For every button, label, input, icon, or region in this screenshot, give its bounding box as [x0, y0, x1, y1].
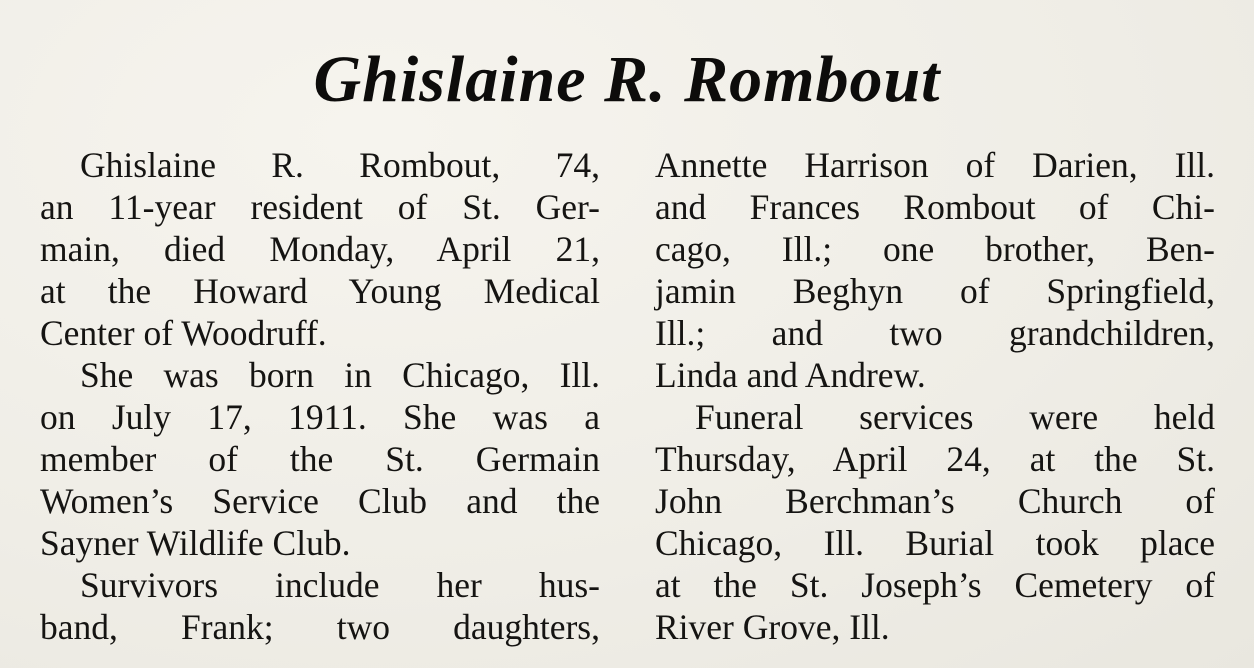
text-line: main, died Monday, April 21,	[40, 229, 600, 269]
text-line: She was born in Chicago, Ill.	[80, 355, 600, 395]
text-line: Sayner Wildlife Club.	[40, 523, 351, 563]
text-line: cago, Ill.; one brother, Ben-	[655, 229, 1215, 269]
text-line: on July 17, 1911. She was a	[40, 397, 600, 437]
left-column	[40, 144, 600, 648]
text-line: an 11-year resident of St. Ger-	[40, 187, 600, 227]
text-line: Linda and Andrew.	[655, 355, 926, 395]
text-line: and Frances Rombout of Chi-	[655, 187, 1215, 227]
text-line: Annette Harrison of Darien, Ill.	[655, 145, 1215, 185]
text-line: band, Frank; two daughters,	[40, 607, 600, 647]
text-line: River Grove, Ill.	[655, 607, 890, 647]
text-line: Women’s Service Club and the	[40, 481, 600, 521]
text-line: Thursday, April 24, at the St.	[655, 439, 1215, 479]
text-line: at the St. Joseph’s Cemetery of	[655, 565, 1215, 605]
text-line: at the Howard Young Medical	[40, 271, 600, 311]
text-line: John Berchman’s Church of	[655, 481, 1215, 521]
text-line: Chicago, Ill. Burial took place	[655, 523, 1215, 563]
text-line: Center of Woodruff.	[40, 313, 327, 353]
text-line: Funeral services were held	[695, 397, 1215, 437]
text-line: jamin Beghyn of Springfield,	[655, 271, 1215, 311]
obituary-headline: Ghislaine R. Rombout	[313, 43, 941, 116]
text-line: member of the St. Germain	[40, 439, 600, 479]
right-column	[655, 144, 1215, 648]
text-line: Survivors include her hus-	[80, 565, 600, 605]
text-line: Ill.; and two grandchildren,	[655, 313, 1215, 353]
text-line: Ghislaine R. Rombout, 74,	[80, 145, 600, 185]
